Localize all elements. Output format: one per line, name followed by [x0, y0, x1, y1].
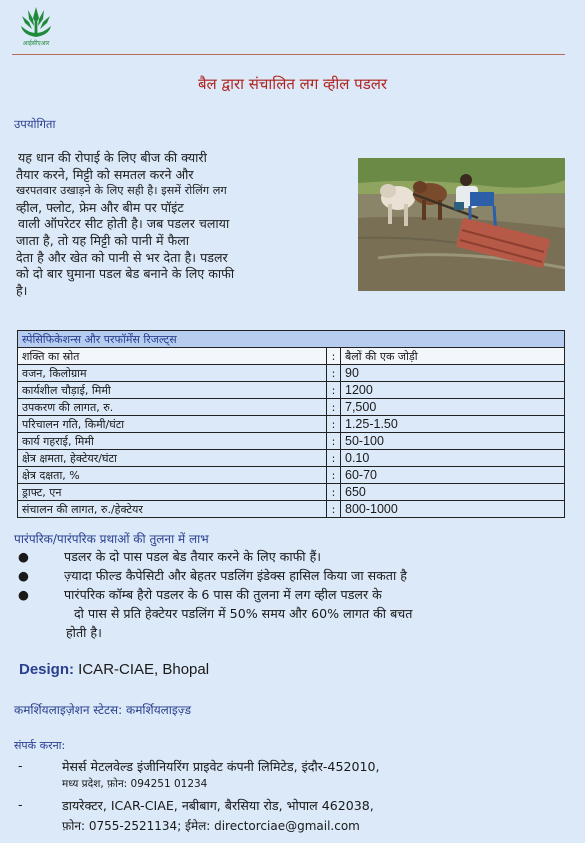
benefit-text: ज़्यादा फील्ड कैपेसिटी और बेहतर पडलिंग इंडेक्स हासिल किया जा सकता है [64, 568, 407, 583]
spec-separator: : [327, 365, 341, 382]
benefit-text-cont: होती है। [66, 625, 102, 640]
design-label: Design: [19, 661, 75, 678]
benefits-heading: पारंपरिक/पारंपरिक प्रथाओं की तुलना में लाभ [14, 532, 209, 546]
spec-value: 0.10 [341, 450, 565, 467]
list-item [18, 585, 578, 642]
spec-separator: : [327, 450, 341, 467]
table-row [18, 484, 565, 501]
spec-value: 50-100 [341, 433, 565, 450]
spec-separator: : [327, 467, 341, 484]
contact-item [18, 797, 578, 834]
spec-separator: : [327, 399, 341, 416]
utility-line: वाली ऑपरेटर सीट होती है। जब पडलर चलाया [18, 216, 230, 232]
dash: - [18, 758, 23, 773]
spec-value: 800-1000 [341, 501, 565, 518]
table-row [18, 416, 565, 433]
utility-line: तैयार करने, मिट्टी को समतल करने और [16, 166, 194, 182]
table-row [18, 382, 565, 399]
spec-separator: : [327, 484, 341, 501]
benefit-text-cont: दो पास से प्रति हेक्टेयर पडलिंग में 50% समय और 60% लागत की बचत [74, 606, 413, 621]
icar-logo [18, 4, 54, 50]
table-row [18, 467, 565, 484]
spec-label: वजन, किलोग्राम [18, 365, 327, 382]
spec-label: ड्राफ्ट, एन [18, 484, 327, 501]
table-row [18, 348, 565, 365]
benefit-text: पारंपरिक कॉम्ब हैरो पडलर के 6 पास की तुलना में लग व्हील पडलर के [64, 587, 382, 602]
commercialization-status: कमर्शियलाइज़ेशन स्टेटस: कमर्शियलाइज़्ड [14, 703, 192, 717]
utility-line: देता है और खेत को पानी से भर देता है। पडलर [16, 249, 228, 265]
table-heading: स्पेसिफिकेशन्स और परफॉर्मेंस रिजल्ट्स [18, 331, 565, 348]
list-item [18, 566, 578, 585]
spec-label: कार्यशील चौड़ाई, मिमी [18, 382, 327, 399]
contact-item [18, 758, 578, 791]
utility-line: यह धान की रोपाई के लिए बीज की क्यारी [18, 150, 207, 165]
spec-label: शक्ति का स्रोत [18, 348, 327, 365]
spec-value: 60-70 [341, 467, 565, 484]
contact-list [18, 758, 578, 834]
utility-line: को दो बार घुमाना पडल बेड बनाने के लिए काफी [16, 266, 235, 282]
logo-text: आईसीएआर [22, 40, 50, 47]
header-divider [12, 54, 565, 55]
utility-line: व्हील, फ्लोट, फ्रेम और बीम पर पॉइंट [16, 199, 184, 215]
utility-line: खरपतवार उखाड़ने के लिए सही है। इसमें रोलिंग लग [16, 184, 227, 198]
utility-paragraph [16, 150, 306, 299]
table-row [18, 501, 565, 518]
list-item [18, 547, 578, 566]
bullet: ● [18, 549, 29, 564]
lug-wheel-puddler-photo [358, 158, 565, 291]
table-row [18, 433, 565, 450]
utility-line: जाता है, तो यह मिट्टी को पानी में फैला [16, 232, 190, 248]
spec-value: 7,500 [341, 399, 565, 416]
spec-label: कार्य गहराई, मिमी [18, 433, 327, 450]
contact-line: फ़ोन: 0755-2521134; ईमेल: directorciae@gmail.com [62, 819, 360, 833]
spec-value: 1200 [341, 382, 565, 399]
bullet: ● [18, 587, 29, 602]
spec-label: क्षेत्र दक्षता, % [18, 467, 327, 484]
table-row [18, 365, 565, 382]
contact-line: मध्य प्रदेश, फ़ोन: 094251 01234 [62, 778, 208, 790]
page-title: बैल द्वारा संचालित लग व्हील पडलर [197, 75, 388, 93]
utility-line: है। [16, 282, 28, 298]
contact-heading: संपर्क करना: [14, 739, 66, 752]
specification-table [17, 330, 565, 518]
benefit-text: पडलर के दो पास पडल बेड तैयार करने के लिए काफी हैं। [64, 549, 322, 564]
spec-value: 90 [341, 365, 565, 382]
table-row [18, 399, 565, 416]
spec-separator: : [327, 382, 341, 399]
table-row [18, 450, 565, 467]
spec-label: परिचालन गति, किमी/घंटा [18, 416, 327, 433]
spec-separator: : [327, 348, 341, 365]
design-value: ICAR-CIAE, Bhopal [74, 661, 210, 678]
benefits-list [18, 547, 578, 642]
dash: - [18, 797, 23, 812]
spec-separator: : [327, 501, 341, 518]
spec-value: 650 [341, 484, 565, 501]
table-header-row [18, 331, 565, 348]
spec-value: बैलों की एक जोड़ी [341, 348, 565, 365]
utility-heading: उपयोगिता [14, 117, 56, 131]
spec-label: उपकरण की लागत, रु. [18, 399, 327, 416]
spec-value: 1.25-1.50 [341, 416, 565, 433]
contact-line: डायरेक्टर, ICAR-CIAE, नबीबाग, बैरसिया रोड, भोपाल 462038, [62, 798, 374, 813]
bullet: ● [18, 568, 29, 583]
spec-label: संचालन की लागत, रु./हेक्टेयर [18, 501, 327, 518]
spec-separator: : [327, 416, 341, 433]
spec-separator: : [327, 433, 341, 450]
contact-line: मेसर्स मेटलवेल्ड इंजीनियरिंग प्राइवेट कंपनी लिमिटेड, इंदौर-452010, [62, 759, 380, 774]
spec-label: क्षेत्र क्षमता, हेक्टेयर/घंटा [18, 450, 327, 467]
design-credit [19, 661, 209, 678]
